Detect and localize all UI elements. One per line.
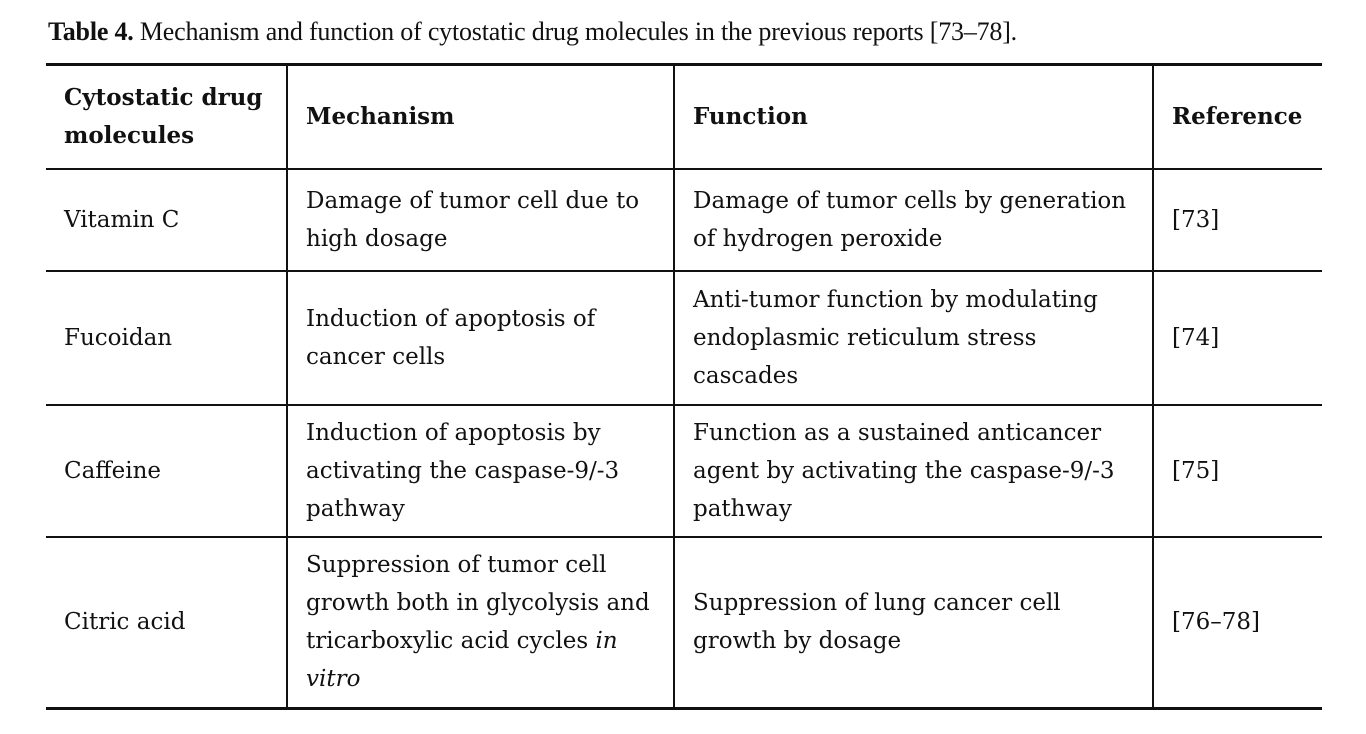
cell-function: Function as a sustained anticancer agent by activating the caspase-9/-3 pathway [674,405,1153,537]
header-mechanism: Mechanism [287,65,674,169]
cell-reference: [76–78] [1153,537,1322,709]
table-body [46,169,1322,709]
cell-molecule: Caffeine [46,405,287,537]
cell-mechanism [287,537,674,709]
table-row [46,271,1322,405]
cell-function: Damage of tumor cells by generation of hydrogen peroxide [674,169,1153,271]
header-reference: Reference [1153,65,1322,169]
cell-mechanism [287,169,674,271]
mechanism-italic: in vitro [306,628,618,693]
header-function: Function [674,65,1153,169]
table-label: Table 4. [48,17,134,46]
cell-reference: [75] [1153,405,1322,537]
mechanism-text: Induction of apoptosis of cancer cells [306,305,596,370]
header-molecules: Cytostatic drug molecules [46,65,287,169]
cell-molecule: Vitamin C [46,169,287,271]
table-row [46,405,1322,537]
caption-text: Mechanism and function of cytostatic drug molecules in the previous reports [73–78]. [133,17,1017,46]
mechanism-text: Suppression of tumor cell growth both in glycolysis and tricarboxylic acid cycles [306,552,650,655]
cell-function: Suppression of lung cancer cell growth by dosage [674,537,1153,709]
header-row [46,65,1322,169]
cell-reference: [74] [1153,271,1322,405]
mechanism-text: Damage of tumor cell due to high dosage [306,187,640,252]
cell-molecule: Fucoidan [46,271,287,405]
data-table [46,63,1322,710]
mechanism-text: Induction of apoptosis by activating the caspase-9/-3 pathway [306,419,620,522]
cell-molecule: Citric acid [46,537,287,709]
cell-mechanism [287,271,674,405]
cell-reference: [73] [1153,169,1322,271]
table-row [46,169,1322,271]
table-caption [48,16,1017,48]
cell-mechanism [287,405,674,537]
table-header [46,65,1322,169]
cell-function: Anti-tumor function by modulating endoplasmic reticulum stress cascades [674,271,1153,405]
table-row [46,537,1322,709]
